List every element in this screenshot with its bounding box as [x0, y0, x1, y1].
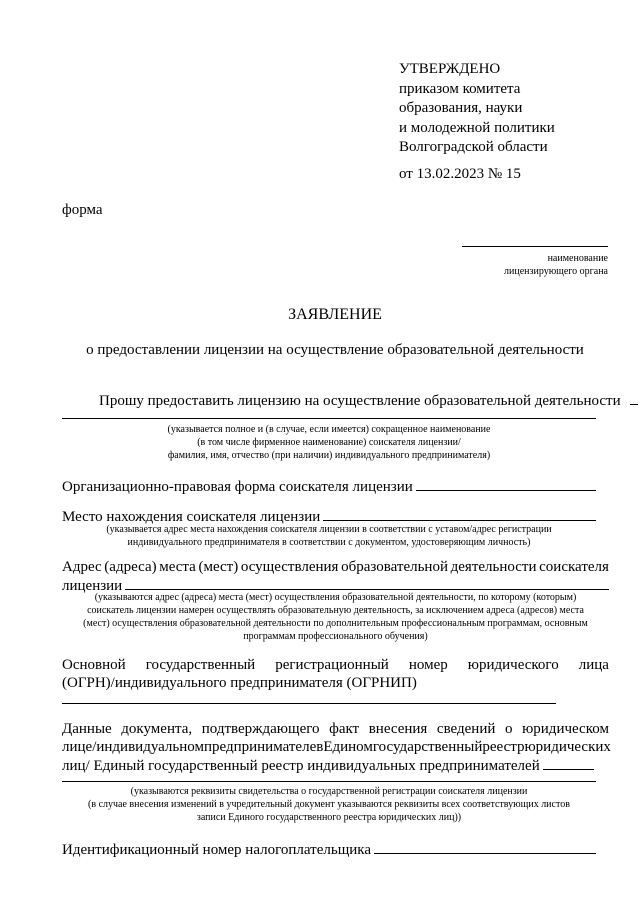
activity-address-field[interactable]: [125, 575, 609, 590]
inn-label: Идентификационный номер налогоплательщика: [62, 842, 372, 858]
caption-line: записи Единого государственного реестра юридических лиц)): [196, 812, 462, 823]
label-word: осуществления: [240, 559, 339, 575]
label-word: деятельности: [450, 559, 537, 575]
label-word: юридического: [467, 657, 559, 673]
label-word: в: [316, 739, 324, 755]
label-word: юридических: [524, 739, 611, 755]
label-word: (адреса): [104, 559, 157, 575]
label-word: образовательной: [341, 559, 448, 575]
caption-line: программам профессионального обучения): [243, 631, 428, 642]
approval-line: приказом комитета: [399, 80, 521, 97]
label-word: Данные: [62, 721, 112, 737]
egr-caption: [62, 785, 596, 824]
label-word: государственный: [372, 739, 483, 755]
label-word: предпринимателе: [203, 739, 317, 755]
label-word: регистрационный: [275, 657, 389, 673]
caption-line: (мест) осуществления образовательной деятельности по дополнительным профессиональным программам, основным: [83, 618, 588, 629]
label-word: Едином: [323, 739, 373, 755]
form-label: форма: [62, 202, 103, 218]
applicant-name-field[interactable]: [62, 404, 596, 419]
caption-line: (в том числе фирменное наименование) соискателя лицензии/: [197, 437, 461, 448]
caption-line: (в случае внесения изменений в учредительный документ указываются реквизиты всех соответствующих листов: [88, 799, 570, 810]
label-word: государственный: [145, 657, 256, 673]
label-word: лица: [578, 657, 609, 673]
inn-row: [62, 839, 596, 860]
legal-form-label: Организационно-правовая форма соискателя лицензии: [62, 479, 413, 495]
label-word: реестр: [482, 739, 525, 755]
document-subtitle: о предоставлении лицензии на осуществление образовательной деятельности: [86, 342, 584, 358]
location-label: Место нахождения соискателя лицензии: [62, 509, 321, 525]
legal-form-row: [62, 476, 596, 497]
inn-field[interactable]: [374, 839, 596, 854]
activity-address-caption: [58, 591, 613, 643]
licensing-body-field[interactable]: [462, 246, 608, 247]
caption-line: соискатель лицензии намерен осуществлять образовательную деятельность, за исключением адреса (адресов) места: [87, 605, 584, 616]
order-date-number: от 13.02.2023 № 15: [399, 166, 521, 182]
ogrn-field[interactable]: [62, 690, 556, 704]
caption-line: лицензирующего органа: [504, 266, 608, 277]
caption-line: наименование: [547, 253, 608, 264]
egr-field-continued[interactable]: [62, 771, 596, 782]
label-word: внесения: [368, 721, 428, 737]
egr-label-line1: [62, 720, 609, 739]
caption-line: (указываются реквизиты свидетельства о государственной регистрации соискателя лицензии: [130, 786, 528, 797]
approval-line: и молодежной политики: [399, 119, 555, 136]
applicant-name-caption: [62, 423, 596, 462]
caption-line: (указываются адрес (адреса) места (мест) осуществления образовательной деятельности, по которому (которым): [94, 592, 577, 603]
request-label: Прошу предоставить лицензию на осуществление образовательной деятельности: [99, 393, 621, 409]
label-word: юридическом: [522, 721, 609, 737]
approval-line: УТВЕРЖДЕНО: [399, 61, 501, 77]
approval-line: образования, науки: [399, 100, 523, 116]
label-word: подтверждающего: [201, 721, 320, 737]
request-field-start[interactable]: [630, 390, 638, 405]
approval-line: Волгоградской области: [399, 139, 548, 155]
caption-line: (указывается адрес места нахождения соискателя лицензии в соответствии с уставом/адрес регистрации: [106, 524, 552, 535]
caption-line: индивидуального предпринимателя в соответствии с документом, удостоверяющим личность): [127, 537, 531, 548]
location-caption: [62, 523, 596, 549]
caption-line: фамилия, имя, отчество (при наличии) индивидуального предпринимателя): [167, 450, 491, 461]
label-word: документа,: [121, 721, 193, 737]
label-word: о: [504, 721, 513, 737]
label-word: (мест): [198, 559, 239, 575]
caption-line: (указывается полное и (в случае, если имеется) сокращенное наименование: [167, 424, 491, 435]
document-title: ЗАЯВЛЕНИЕ: [288, 306, 382, 323]
ogrn-label: [62, 656, 609, 675]
location-field[interactable]: [323, 506, 596, 521]
label-word: лице/индивидуальном: [62, 739, 204, 755]
egr-label-line3: лиц/ Единый государственный реестр индивидуальных предпринимателей: [62, 758, 540, 774]
approval-stamp: [399, 60, 555, 158]
label-word: соискателя: [539, 559, 609, 575]
ogrn-label-line2: (ОГРН)/индивидуального предпринимателя (ОГРНИП): [62, 675, 417, 691]
egr-field[interactable]: [543, 755, 594, 770]
licensing-body-caption: [440, 252, 608, 278]
label-word: факт: [329, 721, 360, 737]
label-word: сведений: [436, 721, 496, 737]
label-word: Основной: [62, 657, 126, 673]
label-word: лицензии: [62, 578, 123, 594]
label-word: места: [159, 559, 196, 575]
label-word: номер: [408, 657, 448, 673]
legal-form-field[interactable]: [416, 476, 596, 491]
label-word: Адрес: [62, 559, 102, 575]
